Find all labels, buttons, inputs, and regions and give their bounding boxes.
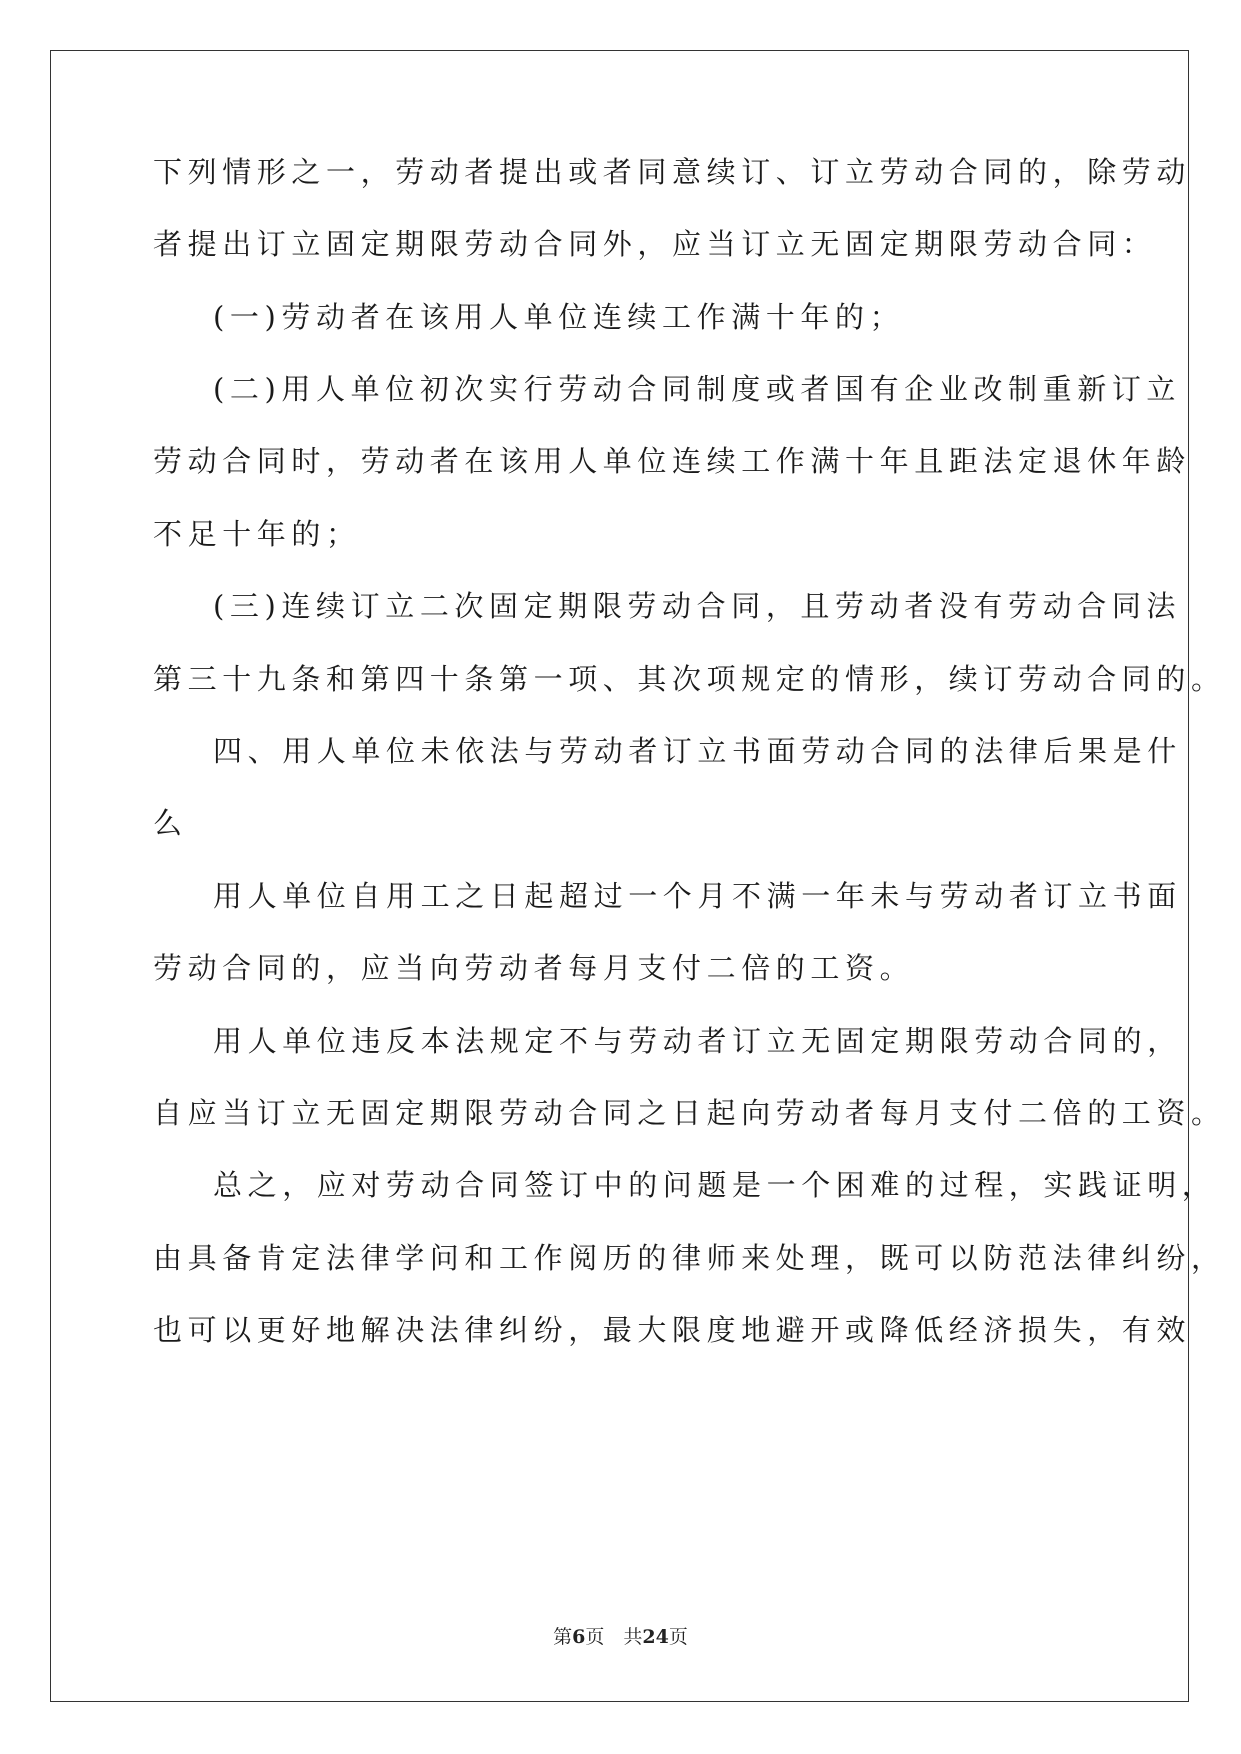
text-line: 用人单位自用工之日起超过一个月不满一年未与劳动者订立书面 bbox=[213, 879, 1182, 913]
page-label-suffix: 页 bbox=[668, 1626, 688, 1648]
text-line: 下列情形之一，劳动者提出或者同意续订、订立劳动合同的，除劳动 bbox=[153, 155, 1192, 189]
text-line: 用人单位违反本法规定不与劳动者订立无固定期限劳动合同的， bbox=[213, 1024, 1182, 1058]
page-number-footer bbox=[0, 1625, 1241, 1649]
text-line: 自应当订立无固定期限劳动合同之日起向劳动者每月支付二倍的工资。 bbox=[153, 1096, 1226, 1130]
total-page-number: 24 bbox=[642, 1626, 669, 1648]
text-line: 不足十年的； bbox=[153, 517, 361, 551]
text-line: 者提出订立固定期限劳动合同外，应当订立无固定期限劳动合同： bbox=[153, 227, 1157, 261]
page-label-mid: 页 共 bbox=[585, 1626, 643, 1648]
current-page-number: 6 bbox=[572, 1626, 586, 1648]
text-line: 也可以更好地解决法律纠纷，最大限度地避开或降低经济损失，有效 bbox=[153, 1313, 1192, 1347]
text-line: 由具备肯定法律学问和工作阅历的律师来处理，既可以防范法律纠纷， bbox=[153, 1241, 1226, 1275]
text-line: 四、用人单位未依法与劳动者订立书面劳动合同的法律后果是什 bbox=[213, 734, 1182, 768]
text-line: 劳动合同时，劳动者在该用人单位连续工作满十年且距法定退休年龄 bbox=[153, 444, 1192, 478]
text-line: (一)劳动者在该用人单位连续工作满十年的； bbox=[213, 300, 905, 334]
text-line: 劳动合同的，应当向劳动者每月支付二倍的工资。 bbox=[153, 951, 915, 985]
text-line: (二)用人单位初次实行劳动合同制度或者国有企业改制重新订立 bbox=[213, 372, 1182, 406]
text-line: (三)连续订立二次固定期限劳动合同，且劳动者没有劳动合同法 bbox=[213, 589, 1182, 623]
text-line: 总之，应对劳动合同签订中的问题是一个困难的过程，实践证明， bbox=[213, 1168, 1217, 1202]
text-line: 第三十九条和第四十条第一项、其次项规定的情形，续订劳动合同的。 bbox=[153, 662, 1226, 696]
text-line: 么 bbox=[153, 806, 188, 840]
page-label-prefix: 第 bbox=[553, 1626, 573, 1648]
